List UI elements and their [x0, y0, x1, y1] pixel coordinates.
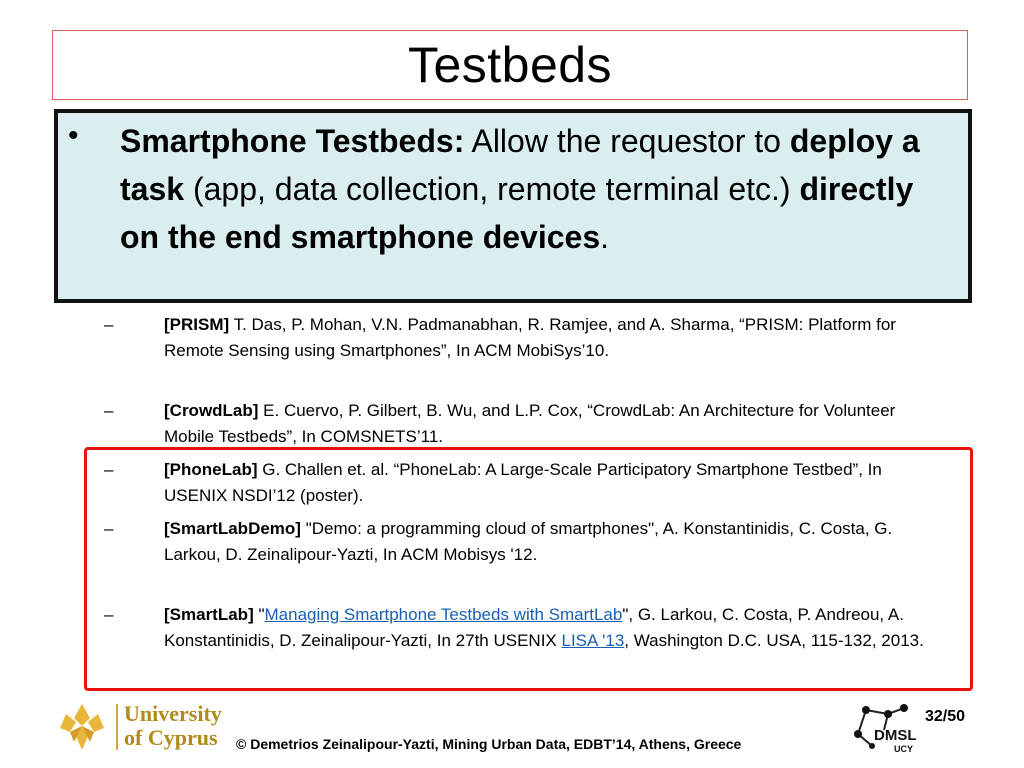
university-emblem-icon	[52, 696, 112, 756]
reference-tag: [CrowdLab]	[164, 401, 259, 420]
dash-marker: –	[104, 315, 114, 334]
university-of-cyprus-logo	[52, 696, 252, 756]
highlight-box	[54, 109, 972, 303]
university-name-line2: of Cyprus	[124, 725, 218, 750]
bullet-marker: •	[68, 119, 79, 152]
footer-credit: © Demetrios Zeinalipour-Yazti, Mining Urban Data, EDBT’14, Athens, Greece	[236, 736, 742, 752]
main-bullet-text: Smartphone Testbeds: Allow the requestor to deploy a task (app, data collection, remote terminal etc.) directly on the end smartphone devices.	[120, 123, 920, 255]
reference-tag: [PhoneLab]	[164, 460, 258, 479]
dmsl-logo	[848, 700, 924, 756]
university-name-line1: University	[124, 701, 222, 726]
page-number: 32/50	[925, 708, 966, 725]
reference-tag: [SmartLabDemo]	[164, 519, 301, 538]
dash-marker: –	[104, 605, 114, 624]
dmsl-logo-text: DMSL	[874, 727, 917, 744]
dash-marker: –	[104, 460, 114, 479]
reference-tag: [SmartLab]	[164, 605, 254, 624]
reference-tag: [PRISM]	[164, 315, 230, 334]
logo-divider	[116, 704, 118, 750]
emphasis-red-box	[84, 447, 973, 691]
ucy-logo-text: UCY	[894, 744, 914, 754]
dash-marker: –	[104, 401, 114, 420]
main-bullet-heading: Smartphone Testbeds:	[120, 123, 465, 159]
dmsl-network-icon	[848, 700, 924, 756]
dash-marker: –	[104, 519, 114, 538]
lisa13-link[interactable]: LISA '13	[561, 631, 625, 650]
smartlab-paper-link[interactable]: Managing Smartphone Testbeds with SmartLab	[264, 605, 623, 624]
title-box	[52, 30, 968, 100]
slide-title: Testbeds	[407, 37, 613, 93]
